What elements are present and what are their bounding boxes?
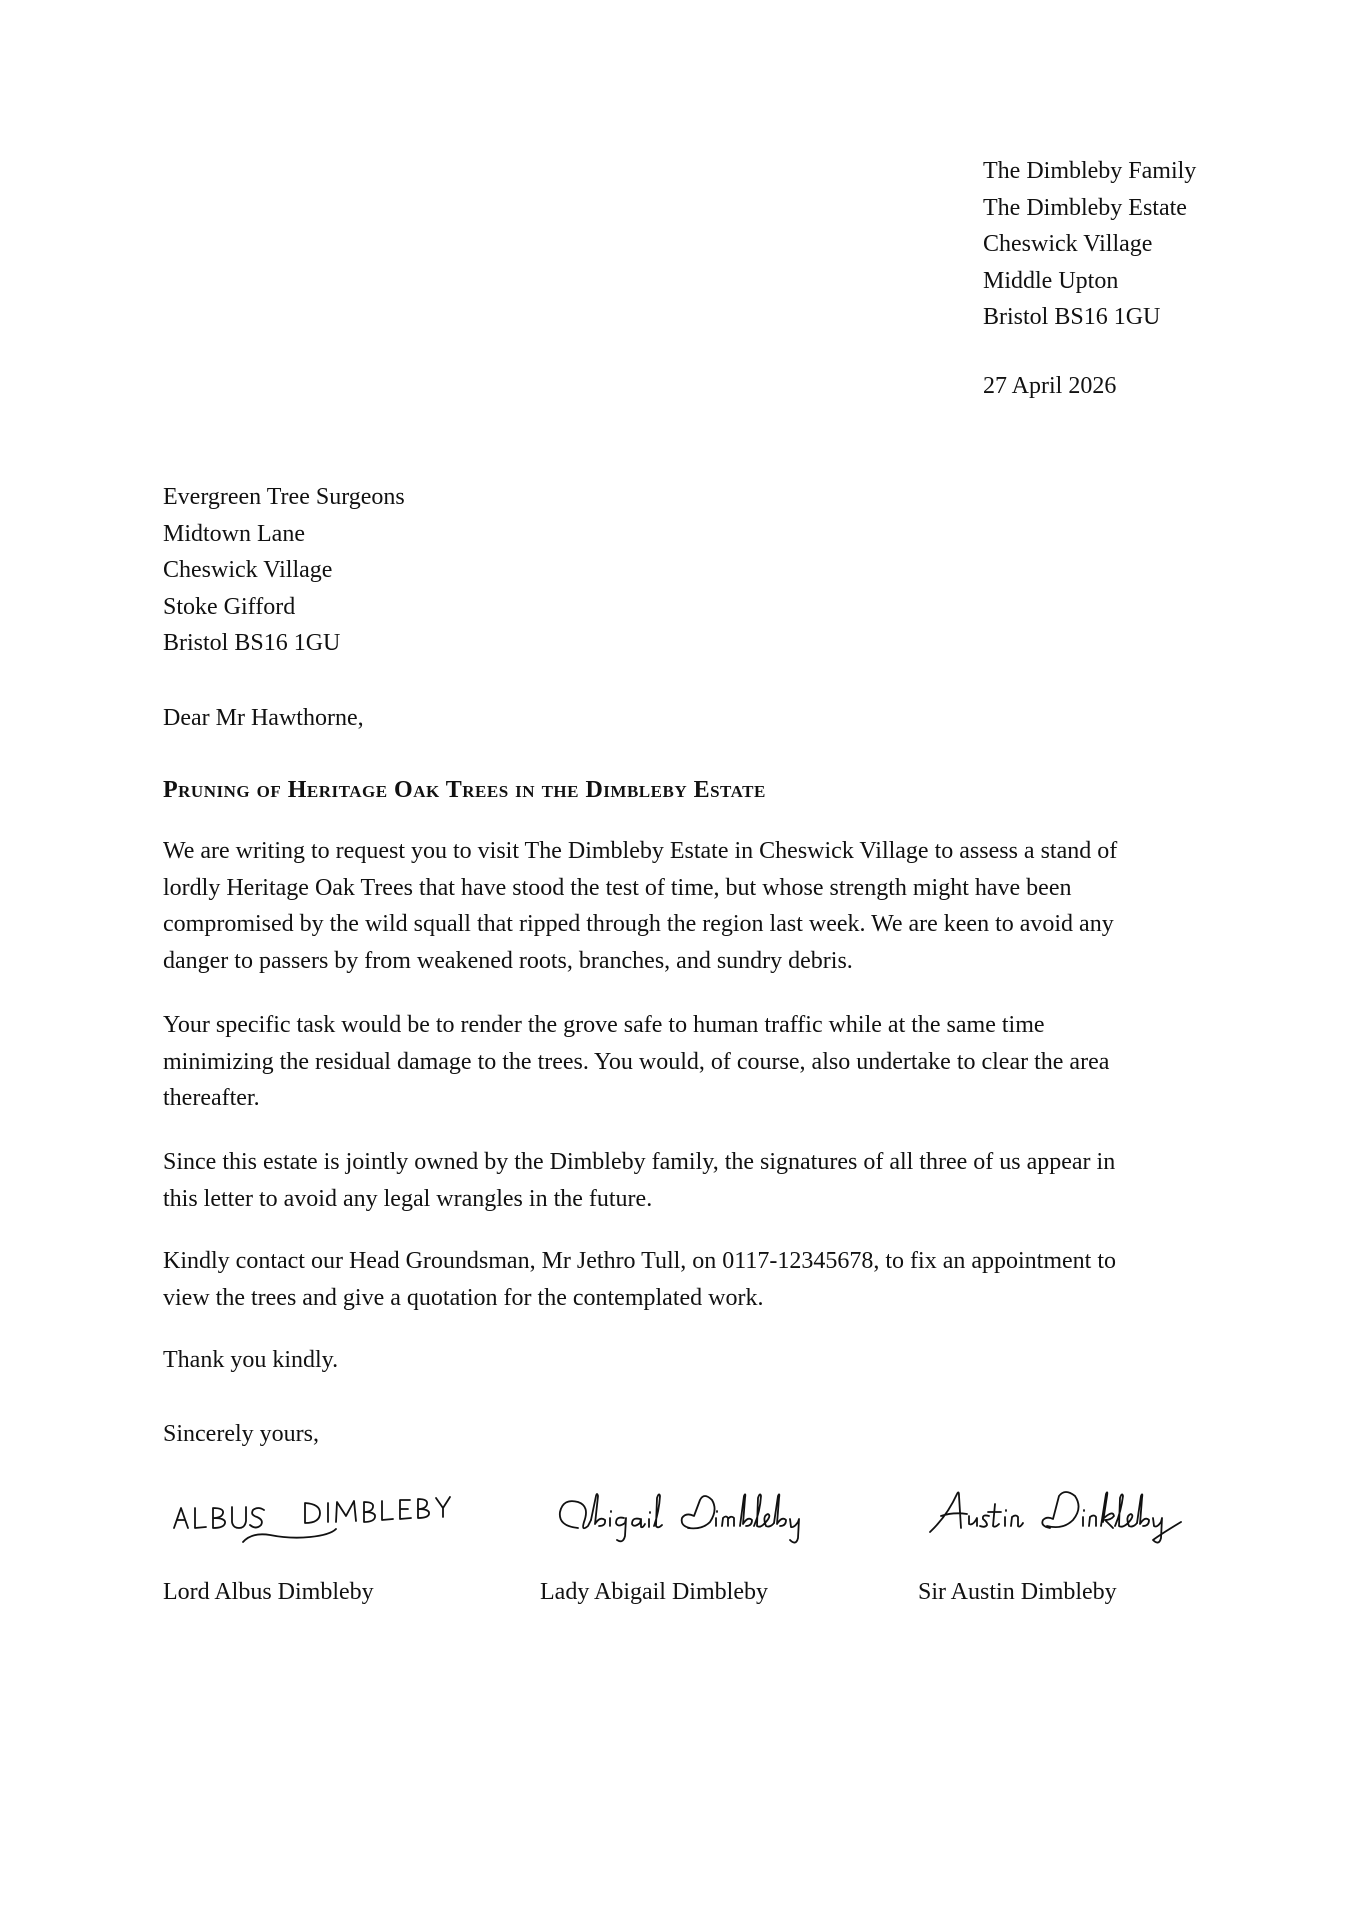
body-line: thereafter. — [163, 1085, 260, 1111]
sender-address-line: Middle Upton — [983, 267, 1119, 294]
subject-heading: Pruning of Heritage Oak Trees in the Dimbleby Estate — [163, 777, 766, 803]
body-line: Your specific task would be to render the grove safe to human traffic while at the same time — [163, 1012, 1045, 1038]
recipient-address — [163, 479, 405, 662]
body-line: minimizing the residual damage to the trees. You would, of course, also undertake to clear the area — [163, 1048, 1110, 1075]
signatory-name-austin: Sir Austin Dimbleby — [918, 1579, 1117, 1605]
signature-abigail-drawing — [548, 1482, 848, 1562]
salutation: Dear Mr Hawthorne, — [163, 705, 364, 731]
body-paragraph — [163, 1243, 1213, 1316]
sender-address-line: The Dimbleby Estate — [983, 194, 1187, 221]
body-line: Kindly contact our Head Groundsman, Mr Jethro Tull, on 0117-12345678, to fix an appointment to — [163, 1248, 1117, 1274]
sender-address — [983, 153, 1196, 336]
closing-line: Sincerely yours, — [163, 1421, 319, 1447]
body-line: this letter to avoid any legal wrangles in the future. — [163, 1185, 653, 1212]
recipient-address-line: Cheswick Village — [163, 557, 333, 583]
signature-albus-drawing — [160, 1482, 460, 1562]
sender-address-line: The Dimbleby Family — [983, 158, 1197, 184]
recipient-address-line: Evergreen Tree Surgeons — [163, 484, 405, 510]
signature-abigail — [548, 1482, 848, 1562]
body-line: We are writing to request you to visit The Dimbleby Estate in Cheswick Village to assess a stand of — [163, 838, 1118, 864]
body-paragraph — [163, 833, 1213, 979]
signature-albus — [160, 1482, 460, 1562]
body-line: danger to passers by from weakened roots, branches, and sundry debris. — [163, 947, 853, 974]
body-line: view the trees and give a quotation for the contemplated work. — [163, 1284, 764, 1311]
signatory-name-abigail: Lady Abigail Dimbleby — [540, 1579, 768, 1605]
body-paragraph — [163, 1007, 1213, 1117]
recipient-address-line: Stoke Gifford — [163, 593, 296, 620]
signature-austin — [925, 1482, 1225, 1562]
letter-date: 27 April 2026 — [983, 373, 1117, 399]
recipient-address-line: Midtown Lane — [163, 520, 305, 547]
body-line: Since this estate is jointly owned by the Dimbleby family, the signatures of all three of us appear in — [163, 1149, 1116, 1175]
signatory-name-albus: Lord Albus Dimbleby — [163, 1579, 374, 1605]
body-line: lordly Heritage Oak Trees that have stood the test of time, but whose strength might have been — [163, 874, 1072, 901]
body-line: compromised by the wild squall that ripped through the region last week. We are keen to avoid any — [163, 911, 1114, 937]
thanks-line: Thank you kindly. — [163, 1347, 339, 1373]
signature-austin-drawing — [925, 1482, 1225, 1562]
recipient-address-line: Bristol BS16 1GU — [163, 630, 341, 656]
body-paragraph — [163, 1144, 1213, 1217]
sender-address-line: Cheswick Village — [983, 231, 1153, 257]
sender-address-line: Bristol BS16 1GU — [983, 304, 1161, 330]
